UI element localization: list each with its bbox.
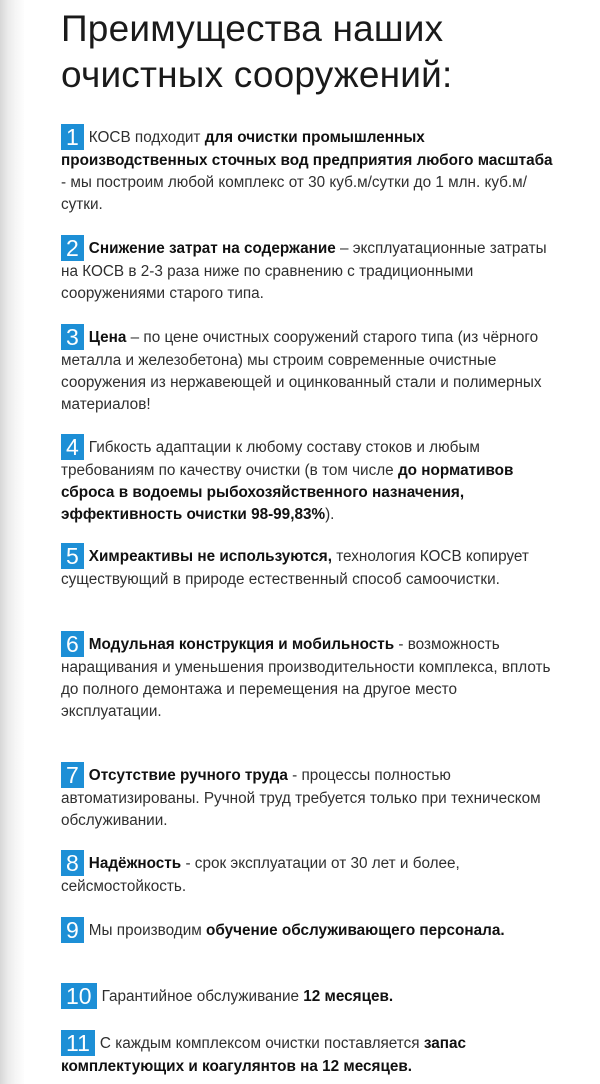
item-number-badge: 10 <box>61 983 97 1009</box>
item-text: – по цене очистных сооружений старого типа (из чёрного металла и железобетона) мы строим современные очистные сооружения из нержавеющей и оцинкованный стали и полимерных материалов! <box>61 329 542 413</box>
item-text: - мы построим любой комплекс от 30 куб.м/сутки до 1 млн. куб.м/сутки. <box>61 174 527 213</box>
item-text-bold: Цена <box>88 329 127 346</box>
advantage-item-3 <box>61 324 561 416</box>
item-text: - процессы полностью автоматизированы. Ручной труд требуется только при техническом обслуживании. <box>61 767 541 829</box>
advantage-item-8 <box>61 850 561 898</box>
advantage-item-5 <box>61 543 561 591</box>
item-text: - срок эксплуатации от 30 лет и более, сейсмостойкость. <box>61 855 460 895</box>
item-text: КОСВ подходит <box>88 129 205 146</box>
item-text-bold: Модульная конструкция и мобильность <box>88 636 395 653</box>
advantage-item-1 <box>61 124 561 216</box>
item-text: Гарантийное обслуживание <box>101 988 304 1005</box>
item-text: Гибкость адаптации к любому составу стоков и любым требованиям по качеству очистки (в том числе <box>61 439 480 479</box>
advantage-item-11 <box>61 1030 561 1078</box>
item-number-badge: 11 <box>61 1030 95 1056</box>
item-text-bold: запас комплектующих и коагулянтов на 12 месяцев. <box>61 1035 466 1075</box>
item-text: технология КОСВ копирует существующий в природе естественный способ самоочистки. <box>61 548 529 588</box>
item-text-bold: для очистки промышленных производственных сточных вод предприятия любого масштаба <box>61 129 553 169</box>
item-text: – эксплуатационные затраты на КОСВ в 2-3 раза ниже по сравнению с традиционными сооружениями старого типа. <box>61 240 547 302</box>
item-number-badge: 5 <box>61 543 84 569</box>
item-text-bold: Снижение затрат на содержание <box>88 240 336 257</box>
item-text-bold: Отсутствие ручного труда <box>88 767 288 784</box>
item-text-bold: Химреактивы не используются, <box>88 548 332 565</box>
item-number-badge: 9 <box>61 917 84 943</box>
item-text-bold: Надёжность <box>88 855 182 872</box>
page-left-shadow <box>0 0 24 1084</box>
advantage-item-2 <box>61 235 561 305</box>
item-text-bold: обучение обслуживающего персонала. <box>206 922 505 939</box>
item-number-badge: 4 <box>61 434 84 460</box>
page-title: Преимущества наших очистных сооружений: <box>61 8 453 95</box>
item-number-badge: 3 <box>61 324 84 350</box>
item-number-badge: 8 <box>61 850 84 876</box>
advantage-item-10 <box>61 983 561 1009</box>
item-number-badge: 2 <box>61 235 84 261</box>
advantage-item-6 <box>61 631 561 723</box>
item-text: ). <box>325 506 335 523</box>
advantage-item-4 <box>61 434 561 526</box>
advantage-item-9 <box>61 917 561 943</box>
item-text-bold: 12 месяцев. <box>303 988 394 1005</box>
item-text: Мы производим <box>88 922 207 939</box>
item-number-badge: 6 <box>61 631 84 657</box>
item-text: - возможность наращивания и уменьшения производительности комплекса, вплоть до полного демонтажа и перемещения на другое место эксплуатации. <box>61 636 551 720</box>
advantage-item-7 <box>61 762 561 832</box>
item-number-badge: 1 <box>61 124 84 150</box>
item-text-bold: до нормативов сброса в водоемы рыбохозяйственного назначения, эффективность очистки 98-99,83% <box>61 462 514 523</box>
item-number-badge: 7 <box>61 762 84 788</box>
item-text: С каждым комплексом очистки поставляется <box>99 1035 424 1052</box>
